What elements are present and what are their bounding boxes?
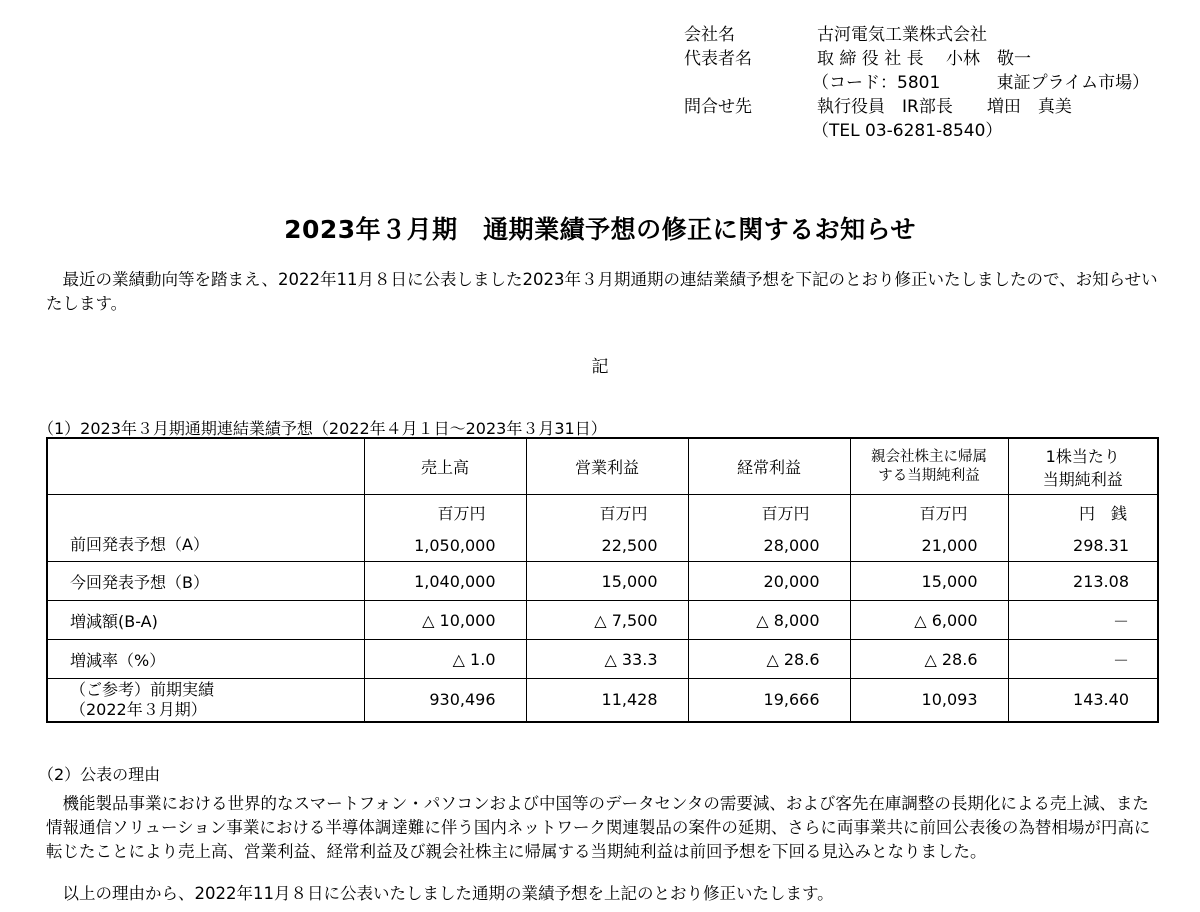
value: 15,000 — [601, 571, 658, 591]
forecast-table — [46, 437, 1159, 723]
value: － — [1112, 650, 1129, 670]
value: 930,496 — [429, 690, 496, 710]
contact-tel: （TEL 03-6281-8540） — [812, 121, 1003, 141]
value: － — [1112, 611, 1129, 631]
row-label: 増減率（%） — [47, 640, 364, 679]
stock-code: （コード：5801 東証プライム市場） — [812, 73, 1150, 93]
contact-name: 執行役員 IR部長 増田 真美 — [817, 97, 1072, 117]
cell-ordinary-income — [688, 562, 850, 601]
unit-label: 百万円 — [437, 504, 486, 523]
representative-label: 代表者名 — [684, 49, 752, 69]
cell-eps — [1008, 640, 1158, 679]
table-row — [47, 601, 1158, 640]
value: 19,666 — [763, 690, 820, 710]
contact-label: 問合せ先 — [684, 97, 752, 117]
section1-title: （1）2023年３月期通期連結業績予想（2022年４月１日～2023年３月31日） — [38, 419, 607, 438]
cell-eps — [1008, 601, 1158, 640]
value: △ 8,000 — [756, 610, 820, 630]
intro-paragraph: 最近の業績動向等を踏まえ、2022年11月８日に公表しました2023年３月期通期の連結業績予想を下記のとおり修正いたしましたので、お知らせいたします。 — [46, 270, 1158, 313]
unit-label: 百万円 — [919, 504, 968, 523]
header-net-income-line1: 親会社株主に帰属 — [871, 448, 987, 465]
section2-title: （2）公表の理由 — [38, 765, 161, 784]
cell-ordinary-income — [688, 679, 850, 722]
header-blank — [47, 438, 364, 495]
header-eps-line2: 当期純利益 — [1042, 469, 1123, 489]
header-net-income — [850, 438, 1008, 495]
row-label: 前回発表予想（A） — [47, 495, 364, 562]
row-label — [47, 679, 364, 722]
cell-eps — [1008, 679, 1158, 722]
cell-ordinary-income — [688, 601, 850, 640]
cell-net-income — [850, 495, 1008, 562]
value: 298.31 — [1073, 536, 1129, 555]
value: 21,000 — [921, 536, 978, 555]
representative-name: 取 締 役 社 長 小林 敬一 — [817, 49, 1032, 69]
header-ordinary-income: 経常利益 — [688, 438, 850, 495]
company-name: 古河電気工業株式会社 — [817, 25, 987, 45]
table-row — [47, 562, 1158, 601]
unit-label: 百万円 — [761, 504, 810, 523]
value: △ 28.6 — [924, 649, 978, 669]
value: 10,093 — [921, 690, 978, 710]
table-row — [47, 640, 1158, 679]
value: 15,000 — [921, 571, 978, 591]
cell-net-sales — [364, 601, 526, 640]
reason-conclusion: 以上の理由から、2022年11月８日に公表いたしました通期の業績予想を上記のとおり修正いたします。 — [46, 884, 834, 903]
value: 213.08 — [1073, 571, 1129, 591]
cell-net-income — [850, 679, 1008, 722]
cell-net-sales — [364, 679, 526, 722]
header-net-income-line2: する当期純利益 — [878, 467, 980, 484]
cell-net-income — [850, 562, 1008, 601]
unit-label: 百万円 — [599, 504, 648, 523]
header-eps — [1008, 438, 1158, 495]
value: △ 7,500 — [594, 610, 658, 630]
value: △ 6,000 — [914, 610, 978, 630]
row-label-line2: （2022年３月期） — [70, 699, 207, 719]
value: △ 1.0 — [452, 649, 496, 669]
value: △ 28.6 — [766, 649, 820, 669]
row-label: 増減額(B-A) — [47, 601, 364, 640]
row-label: 今回発表予想（B） — [47, 562, 364, 601]
value: △ 10,000 — [422, 610, 496, 630]
cell-operating-income — [526, 640, 688, 679]
header-eps-line1: 1株当たり — [1045, 446, 1120, 466]
cell-operating-income — [526, 562, 688, 601]
row-label-line1: （ご参考）前期実績 — [70, 679, 215, 699]
page-title: 2023年３月期 通期業績予想の修正に関するお知らせ — [284, 215, 916, 244]
value: 11,428 — [601, 690, 658, 710]
table-row — [47, 679, 1158, 722]
cell-net-income — [850, 640, 1008, 679]
cell-ordinary-income — [688, 495, 850, 562]
value: 1,040,000 — [414, 571, 496, 591]
cell-eps — [1008, 562, 1158, 601]
value: 22,500 — [601, 536, 658, 555]
value: 28,000 — [763, 536, 820, 555]
unit-label: 円 銭 — [1078, 504, 1127, 523]
cell-eps — [1008, 495, 1158, 562]
cell-ordinary-income — [688, 640, 850, 679]
cell-operating-income — [526, 495, 688, 562]
cell-net-sales — [364, 640, 526, 679]
value: 143.40 — [1073, 690, 1129, 710]
value: 1,050,000 — [414, 536, 496, 555]
cell-operating-income — [526, 679, 688, 722]
table-row — [47, 495, 1158, 562]
header-net-sales: 売上高 — [364, 438, 526, 495]
value: △ 33.3 — [604, 649, 658, 669]
company-label: 会社名 — [684, 25, 735, 45]
cell-net-sales — [364, 495, 526, 562]
cell-operating-income — [526, 601, 688, 640]
header-operating-income: 営業利益 — [526, 438, 688, 495]
ki-marker: 記 — [591, 357, 609, 377]
reason-paragraph: 機能製品事業における世界的なスマートフォン・パソコンおよび中国等のデータセンタの需要減、および客先在庫調整の長期化による売上減、また情報通信ソリューション事業における半導体調達難に伴う国内ネットワーク関連製品の案件の延期、さらに両事業共に前回公表後の為替相場が円高に転じたことにより売上高、営業利益、経常利益及び親会社株主に帰属する当期純利益は前回予想を下回る見込みとなりました。 — [46, 794, 1151, 861]
value: 20,000 — [763, 571, 820, 591]
cell-net-income — [850, 601, 1008, 640]
cell-net-sales — [364, 562, 526, 601]
